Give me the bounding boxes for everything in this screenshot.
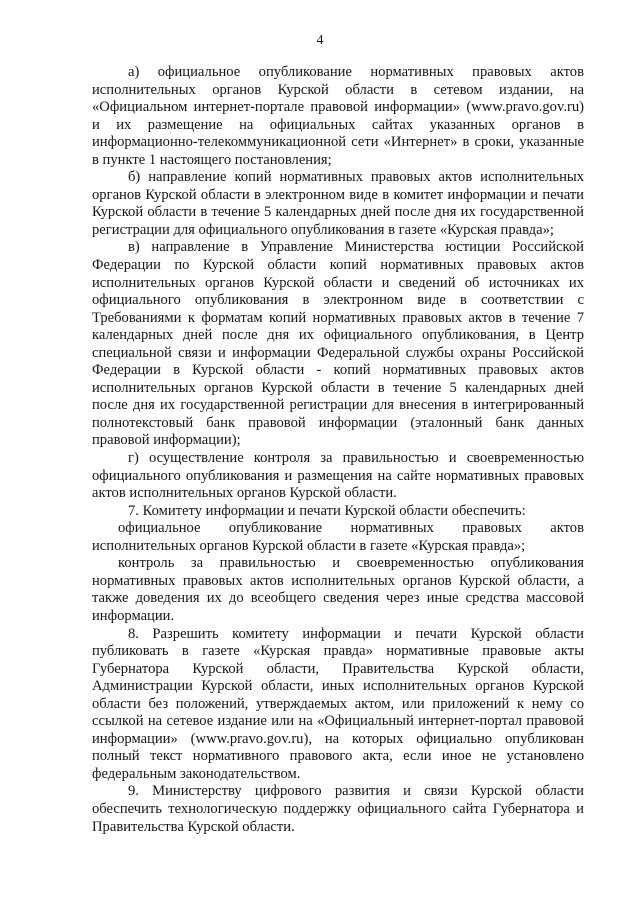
paragraph-8: 8. Разрешить комитету информации и печати Курской области публиковать в газете «Курская правда» нормативные правовые акты Губернатора Курской области, Правительства Курской области, Администрации Курской области, иных исполнительных органов Курской области без положений, утверждаемых актом, или приложений к нему со ссылкой на сетевое издание или на «Официальный интернет-портал правовой информации» (www.pravo.gov.ru), на которых официально опубликован полный текст нормативного правового акта, если иное не установлено федеральным законодательством. [92, 625, 584, 782]
paragraph-9: 9. Министерству цифрового развития и связи Курской области обеспечить технологическую поддержку официального сайта Губернатора и Правительства Курской области. [92, 783, 584, 835]
paragraph-6g: г) осуществление контроля за правильностью и своевременностью официального опубликования и размещения на сайте нормативных правовых актов исполнительных органов Курской области. [92, 450, 584, 502]
paragraph-6a: а) официальное опубликование нормативных правовых актов исполнительных органов Курской области в сетевом издании, на «Официальном интернет-портале правовой информации» (www.pravo.gov.ru) и их размещение на официальных сайтах указанных органов в информационно-телекоммуникационной сети «Интернет» в сроки, указанные в пункте 1 настоящего постановления; [92, 64, 584, 168]
paragraph-7-item-2: контроль за правильностью и своевременностью опубликования нормативных правовых актов исполнительных органов Курской области, а также доведения их до всеобщего сведения через иные средства массовой информации. [92, 555, 584, 624]
paragraph-7-item-1: официальное опубликование нормативных правовых актов исполнительных органов Курской области в газете «Курская правда»; [92, 520, 584, 554]
paragraph-6v: в) направление в Управление Министерства юстиции Российской Федерации по Курской области копий нормативных правовых актов исполнительных органов Курской области и сведений об источниках их официального опубликования в электронном виде в соответствии с Требованиями к форматам копий нормативных правовых актов в течение 7 календарных дней после дня их официального опубликования, в Центр специальной связи и информации Федеральной службы охраны Российской Федерации в Курской области - копий нормативных правовых актов исполнительных органов Курской области в течение 5 календарных дней после дня их государственной регистрации для внесения в интегрированный полнотекстовый банк правовой информации (эталонный банк данных правовой информации); [92, 239, 584, 449]
paragraph-6b: б) направление копий нормативных правовых актов исполнительных органов Курской области в электронном виде в комитет информации и печати Курской области в течение 5 календарных дней после дня их государственной регистрации для официального опубликования в газете «Курская правда»; [92, 169, 584, 238]
page-number: 4 [316, 33, 324, 48]
document-body [92, 64, 584, 836]
paragraph-7: 7. Комитету информации и печати Курской области обеспечить: [128, 502, 526, 519]
